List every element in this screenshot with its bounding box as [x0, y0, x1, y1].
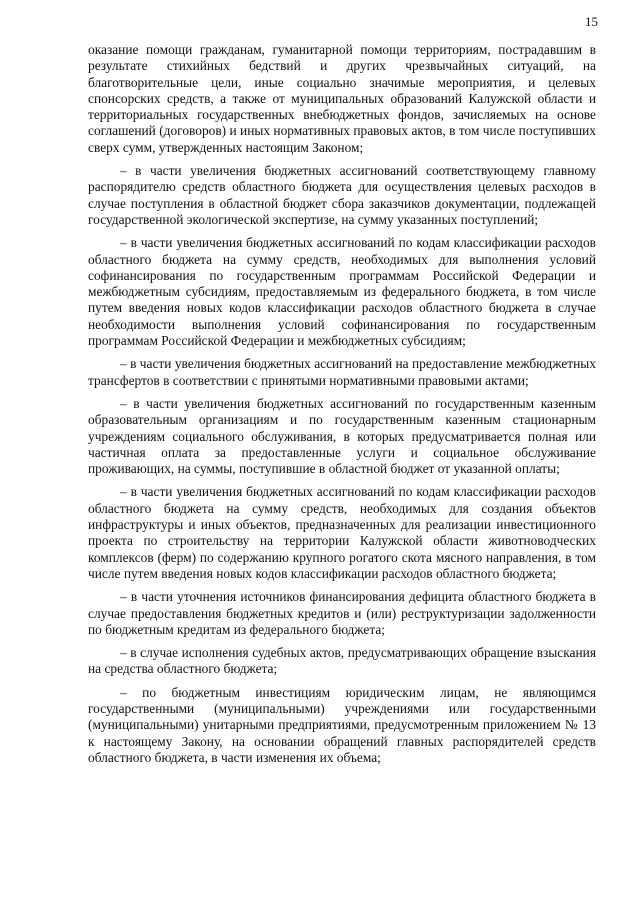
paragraph: – в части увеличения бюджетных ассигнований по кодам классификации расходов областного бюджета на сумму средств, необходимых для выполнения условий софинансирования по государственным программам Российской Федерации и межбюджетным субсидиям, предоставляемым из федерального бюджета, в том числе путем введения новых кодов классификации расходов областного бюджета в случае необходимости выполнения условий софинансирования по государственным программам Российской Федерации и межбюджетных субсидиям; — [88, 235, 596, 349]
paragraph: – в случае исполнения судебных актов, предусматривающих обращение взыскания на средства областного бюджета; — [88, 645, 596, 677]
document-body — [88, 42, 596, 773]
paragraph: – по бюджетным инвестициям юридическим лицам, не являющимся государственными (муниципальными) учреждениями или государственными (муниципальными) унитарными предприятиями, предусмотренным приложением № 13 к настоящему Закону, на основании обращений главных распорядителей средств областного бюджета, в части изменения их объема; — [88, 684, 596, 765]
paragraph: – в части увеличения бюджетных ассигнований на предоставление межбюджетных трансфертов в соответствии с принятыми нормативными правовыми актами; — [88, 356, 596, 388]
paragraph: – в части уточнения источников финансирования дефицита областного бюджета в случае предоставления бюджетных кредитов и (или) реструктуризации задолженности по бюджетным кредитам из федерального бюджета; — [88, 589, 596, 637]
paragraph: – в части увеличения бюджетных ассигнований соответствующему главному распорядителю средств областного бюджета для осуществления целевых расходов в случае поступления в областной бюджет сбора заказчиков документации, подлежащей государственной экологической экспертизе, на сумму указанных поступлений; — [88, 163, 596, 227]
paragraph: – в части увеличения бюджетных ассигнований по кодам классификации расходов областного бюджета на сумму средств, необходимых для создания объектов инфраструктуры и иных объектов, предназначенных для реализации инвестиционного проекта по строительству на территории Калужской области животноводческих комплексов (ферм) по содержанию крупного рогатого скота мясного направления, в том числе путем введения новых кодов классификации расходов областного бюджета; — [88, 484, 596, 581]
paragraph: – в части увеличения бюджетных ассигнований по государственным казенным образовательным организациям и по государственным казенным стационарным учреждениям социального обслуживания, в которых предусматривается полная или частичная оплата за предоставленные услуги и социальное обслуживание проживающих, на суммы, поступившие в областной бюджет от указанной оплаты; — [88, 395, 596, 477]
page-number: 15 — [585, 14, 598, 29]
paragraph: оказание помощи гражданам, гуманитарной помощи территориям, пострадавшим в результате стихийных бедствий и других чрезвычайных ситуаций, на благотворительные цели, иные социально значимые мероприятия, и целевых спонсорских средств, а также от муниципальных образований Калужской области и территориальных государственных внебюджетных фондов, зачисляемых на основе соглашений (договоров) и иных нормативных правовых актов, в том числе поступивших сверх сумм, утвержденных настоящим Законом; — [88, 42, 596, 155]
